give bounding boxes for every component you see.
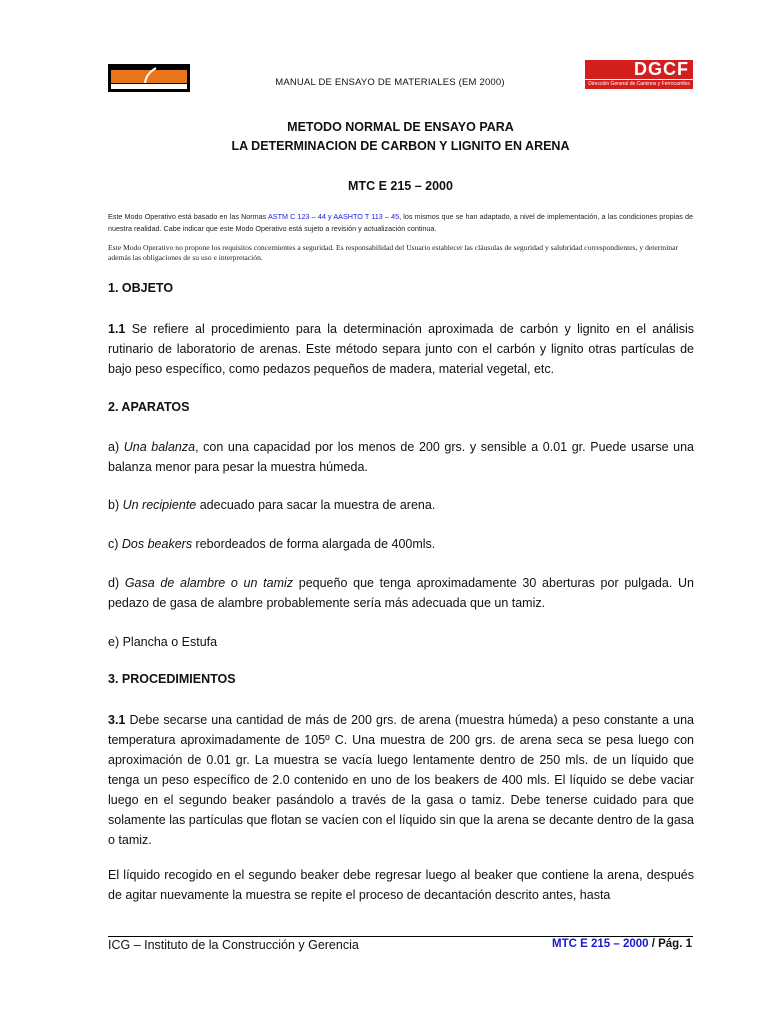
section-aparatos-heading: 2. APARATOS bbox=[108, 400, 190, 414]
dgcf-logo bbox=[585, 60, 693, 90]
section-procedimientos-heading: 3. PROCEDIMIENTOS bbox=[108, 672, 236, 686]
standards-reference: ASTM C 123 – 44 y AASHTO T 113 – 45 bbox=[268, 212, 400, 221]
footer-page-number: / Pág. 1 bbox=[648, 938, 692, 950]
objeto-paragraph: 1.1 Se refiere al procedimiento para la determinación aproximada de carbón y lignito en el análisis rutinario de laboratorio de arenas. Este método separa junto con el carbón y lignito otras partículas de bajo peso específico, como pedazos pequeños de madera, material vegetal, etc. bbox=[108, 322, 694, 376]
mtc-logo bbox=[108, 64, 190, 92]
basis-note: Este Modo Operativo está basado en las Normas ASTM C 123 – 44 y AASHTO T 113 – 45, los mismos que se han adaptado, a nivel de implementación, a las condiciones propias de nuestra realidad. Cabe indicar que este Modo Operativo está sujeto a revisión y actualización continua. bbox=[108, 212, 693, 233]
document-title-line-2: LA DETERMINACION DE CARBON Y LIGNITO EN ARENA bbox=[231, 139, 570, 153]
procedimientos-paragraph-2: El líquido recogido en el segundo beaker debe regresar luego al beaker que contiene la arena, después de agitar nuevamente la muestra se repite el proceso de decantación descrito antes, hasta bbox=[108, 868, 694, 902]
footer-divider bbox=[108, 936, 693, 937]
aparatos-item-c: c) Dos beakers rebordeados de forma alargada de 400mls. bbox=[108, 537, 436, 551]
safety-note: Este Modo Operativo no propone los requisitos concernientes a seguridad. Es responsabilidad del Usuario establecer las cláusulas de seguridad y salubridad correspondientes, y determinar además las obligaciones de su uso e interpretación. bbox=[108, 243, 678, 262]
footer-page-info bbox=[552, 938, 692, 950]
procedimientos-paragraph-1: 3.1 Debe secarse una cantidad de más de 200 grs. de arena (muestra húmeda) a peso constante a una temperatura aproximadamente de 105º C. Una muestra de 200 grs. de arena seca se pesa luego con aproximación de 0.01 gr. La muestra se vacía luego lentamente dentro de 250 mls. de un líquido que tenga un peso específico de 2.0 contenido en uno de los beakers de 400 mls. El líquido se debe vaciar luego en el segundo beaker pasándolo a través de la gasa o tamiz. Debe tenerse cuidado para que solamente las partículas que flotan se vacíen con el líquido sin que la arena se decante dentro de la gasa o tamiz. bbox=[108, 713, 694, 847]
aparatos-item-a: a) Una balanza, con una capacidad por los menos de 200 grs. y sensible a 0.01 gr. Puede usarse una balanza menor para pesar la muestra húmeda. bbox=[108, 440, 694, 474]
manual-header-title: MANUAL DE ENSAYO DE MATERIALES (EM 2000) bbox=[275, 77, 505, 88]
section-objeto-heading: 1. OBJETO bbox=[108, 281, 174, 295]
footer-institution: ICG – Instituto de la Construcción y Gerencia bbox=[108, 938, 359, 952]
aparatos-item-b: b) Un recipiente adecuado para sacar la muestra de arena. bbox=[108, 498, 436, 512]
footer-code: MTC E 215 – 2000 bbox=[552, 938, 649, 950]
dgcf-logo-subtext: Dirección General de Caminos y Ferrocarriles bbox=[585, 80, 693, 89]
dgcf-logo-text: DGCF bbox=[585, 60, 693, 79]
swoosh-icon bbox=[142, 65, 158, 85]
aparatos-item-d: d) Gasa de alambre o un tamiz pequeño que tenga aproximadamente 30 aberturas por pulgada. Un pedazo de gasa de alambre probablemente sería más adecuada que un tamiz. bbox=[108, 576, 694, 610]
standard-code: MTC E 215 – 2000 bbox=[348, 179, 453, 193]
aparatos-item-e: e) Plancha o Estufa bbox=[108, 635, 218, 649]
document-title-line-1: METODO NORMAL DE ENSAYO PARA bbox=[287, 120, 514, 134]
